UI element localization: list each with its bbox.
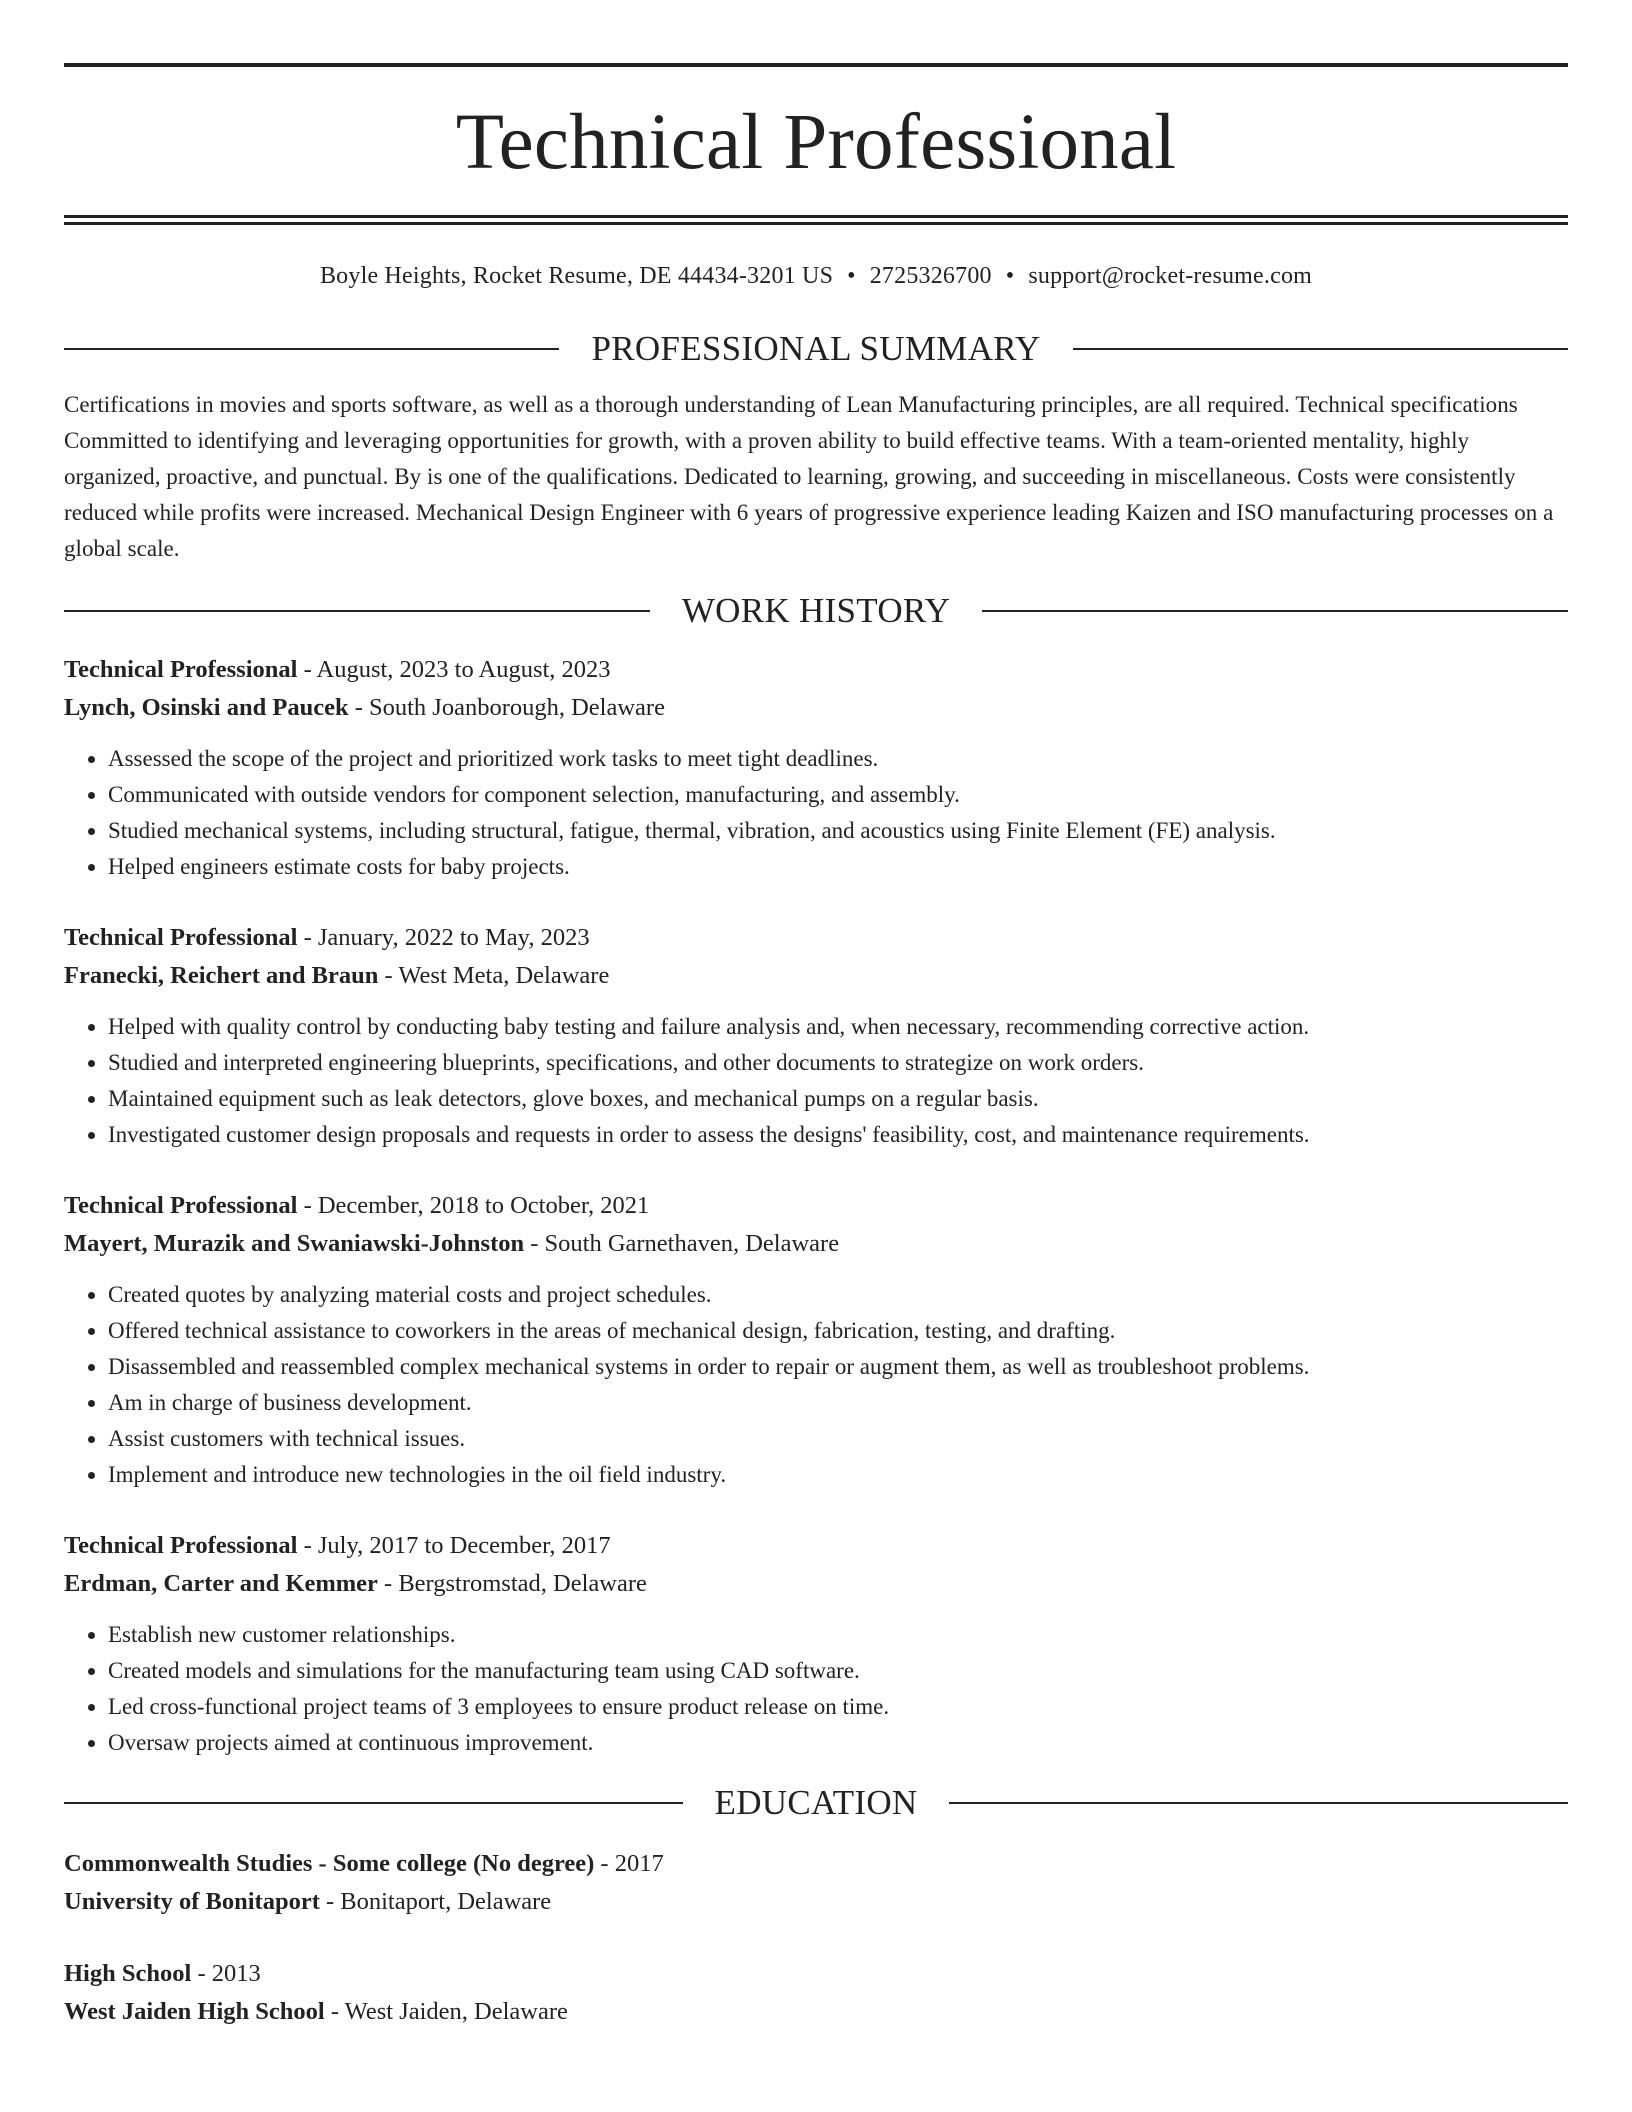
job-title-line [64, 1527, 1568, 1565]
summary-text: Certifications in movies and sports software, as well as a thorough understanding of Lean Manufacturing principles, are all required. Technical specifications Committed to identifying and leveraging opportunities for growth, with a proven ability to build effective teams. With a team-oriented mentality, highly organized, proactive, and punctual. By is one of the qualifications. Dedicated to learning, growing, and succeeding in miscellaneous. Costs were consistently reduced while profits were increased. Mechanical Design Engineer with 6 years of progressive experience leading Kaizen and ISO manufacturing processes on a global scale. [64, 392, 1554, 561]
job-bullet: • Investigated customer design proposals and requests in order to assess the designs' feasibility, cost, and maintenance requirements. [108, 1117, 1568, 1153]
education-school: University of Bonitaport [64, 1888, 320, 1915]
job-company: Erdman, Carter and Kemmer [64, 1570, 378, 1597]
job-company: Lynch, Osinski and Paucek [64, 694, 349, 721]
job-bullet: • Oversaw projects aimed at continuous improvement. [108, 1725, 1568, 1761]
education-entry [64, 1955, 1568, 2031]
education-year: - 2013 [191, 1960, 261, 1987]
job-entry [64, 919, 1568, 1153]
job-bullet: • Implement and introduce new technologies in the oil field industry. [108, 1457, 1568, 1493]
job-company-line [64, 689, 1568, 727]
job-bullet: • Am in charge of business development. [108, 1385, 1568, 1421]
job-company-line [64, 957, 1568, 995]
job-company: Franecki, Reichert and Braun [64, 962, 379, 989]
job-bullets [64, 1617, 1568, 1761]
contact-line [64, 261, 1568, 291]
resume-page [64, 0, 1568, 2031]
job-bullet: • Created models and simulations for the manufacturing team using CAD software. [108, 1653, 1568, 1689]
job-bullets [64, 1009, 1568, 1153]
education-degree-line [64, 1955, 1568, 1993]
job-bullet: • Maintained equipment such as leak detectors, glove boxes, and mechanical pumps on a regular basis. [108, 1081, 1568, 1117]
education-school-line [64, 1883, 1568, 1921]
section-title: EDUCATION [714, 1783, 918, 1822]
education-location: - West Jaiden, Delaware [324, 1998, 568, 2025]
job-title-line [64, 919, 1568, 957]
section-rule-right [949, 1802, 1568, 1804]
contact-email: support@rocket-resume.com [1028, 263, 1313, 289]
contact-separator: • [1005, 263, 1015, 289]
job-bullet: • Assessed the scope of the project and prioritized work tasks to meet tight deadlines. [108, 741, 1568, 777]
job-bullet: • Created quotes by analyzing material costs and project schedules. [108, 1277, 1568, 1313]
double-rule [64, 215, 1568, 225]
job-dates: - December, 2018 to October, 2021 [297, 1192, 650, 1219]
job-bullet: • Helped with quality control by conducting baby testing and failure analysis and, when necessary, recommending corrective action. [108, 1009, 1568, 1045]
section-rule-right [982, 610, 1568, 612]
section-header-work [64, 591, 1568, 631]
section-title: WORK HISTORY [681, 591, 951, 630]
section-header-education [64, 1783, 1568, 1823]
job-dates: - August, 2023 to August, 2023 [297, 656, 611, 683]
job-location: - Bergstromstad, Delaware [377, 1570, 647, 1597]
job-bullet: • Offered technical assistance to coworkers in the areas of mechanical design, fabrication, testing, and drafting. [108, 1313, 1568, 1349]
contact-phone: 2725326700 [869, 263, 992, 289]
section-title: PROFESSIONAL SUMMARY [591, 329, 1041, 368]
job-bullet: • Studied mechanical systems, including structural, fatigue, thermal, vibration, and acoustics using Finite Element (FE) analysis. [108, 813, 1568, 849]
contact-address: Boyle Heights, Rocket Resume, DE 44434-3201 US [319, 263, 834, 289]
job-dates: - July, 2017 to December, 2017 [297, 1532, 611, 1559]
job-bullet: • Assist customers with technical issues. [108, 1421, 1568, 1457]
top-rule [64, 63, 1568, 67]
section-rule-left [64, 610, 650, 612]
job-bullet: • Studied and interpreted engineering blueprints, specifications, and other documents to strategize on work orders. [108, 1045, 1568, 1081]
job-bullet: • Establish new customer relationships. [108, 1617, 1568, 1653]
job-bullet: • Communicated with outside vendors for component selection, manufacturing, and assembly. [108, 777, 1568, 813]
job-title-line [64, 651, 1568, 689]
section-header-summary [64, 329, 1568, 369]
job-company-line [64, 1565, 1568, 1603]
job-role: Technical Professional [64, 924, 298, 951]
job-bullet: • Led cross-functional project teams of 3 employees to ensure product release on time. [108, 1689, 1568, 1725]
job-location: - South Joanborough, Delaware [348, 694, 665, 721]
job-bullets [64, 1277, 1568, 1493]
job-dates: - January, 2022 to May, 2023 [297, 924, 590, 951]
job-role: Technical Professional [64, 1192, 298, 1219]
education-school-line [64, 1993, 1568, 2031]
job-location: - South Garnethaven, Delaware [524, 1230, 840, 1257]
job-bullets [64, 741, 1568, 885]
job-company-line [64, 1225, 1568, 1263]
education-degree: Commonwealth Studies - Some college (No degree) [64, 1850, 595, 1877]
section-rule-left [64, 1802, 683, 1804]
education-year: - 2017 [594, 1850, 664, 1877]
education-location: - Bonitaport, Delaware [319, 1888, 552, 1915]
section-rule-right [1073, 348, 1568, 350]
education-degree: High School [64, 1960, 192, 1987]
job-entry [64, 1187, 1568, 1493]
job-role: Technical Professional [64, 1532, 298, 1559]
job-entry [64, 1527, 1568, 1761]
education-degree-line [64, 1845, 1568, 1883]
job-company: Mayert, Murazik and Swaniawski-Johnston [64, 1230, 525, 1257]
section-rule-left [64, 348, 559, 350]
job-bullet: • Helped engineers estimate costs for baby projects. [108, 849, 1568, 885]
resume-name: Technical Professional [455, 99, 1177, 186]
education-school: West Jaiden High School [64, 1998, 325, 2025]
contact-separator: • [847, 263, 856, 289]
job-title-line [64, 1187, 1568, 1225]
job-bullet: • Disassembled and reassembled complex mechanical systems in order to repair or augment them, as well as troubleshoot problems. [108, 1349, 1568, 1385]
job-entry [64, 651, 1568, 885]
education-entry [64, 1845, 1568, 1921]
job-location: - West Meta, Delaware [378, 962, 610, 989]
job-role: Technical Professional [64, 656, 298, 683]
